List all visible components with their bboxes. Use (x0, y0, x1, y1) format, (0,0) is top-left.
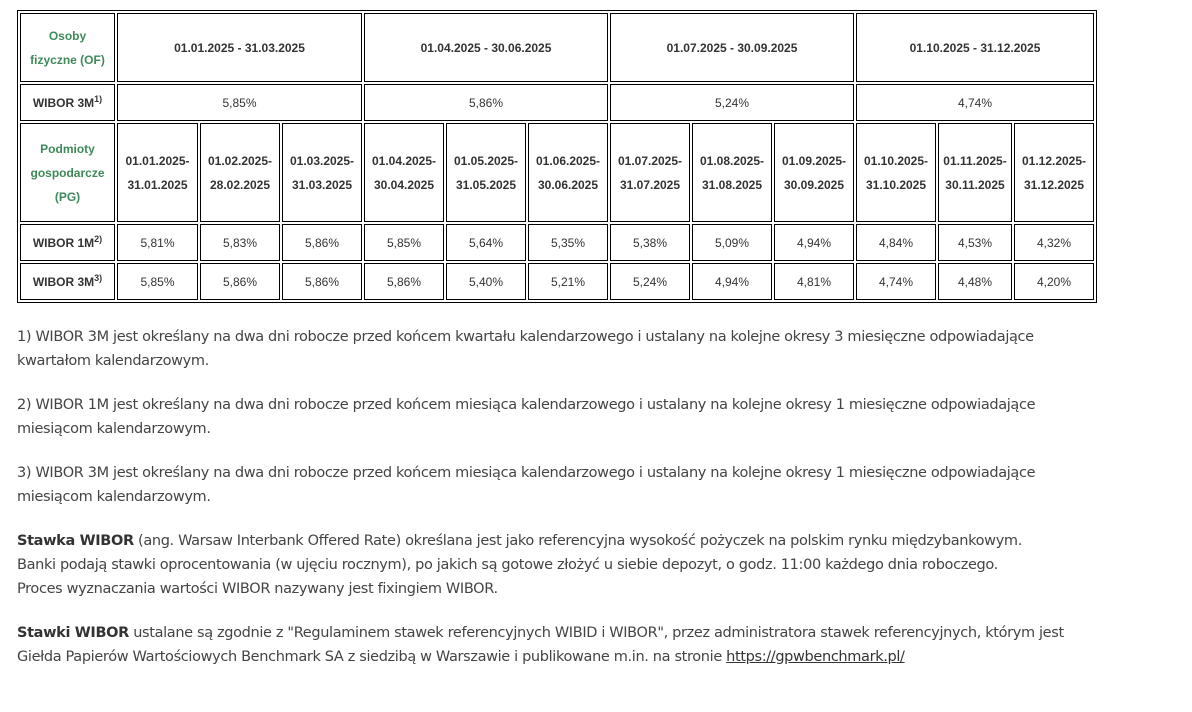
quarter-header: 01.07.2025 - 30.09.2025 (610, 13, 854, 82)
quarter-header: 01.10.2025 - 31.12.2025 (856, 13, 1094, 82)
month-header: 01.10.2025- 31.10.2025 (856, 123, 936, 222)
month-header: 01.12.2025- 31.12.2025 (1014, 123, 1094, 222)
wibor-definition-paragraph: Stawka WIBOR (ang. Warsaw Interbank Offered Rate) określana jest jako referencyjna wysokość pożyczek na polskim rynku międzybankowym. Banki podają stawki oprocentowania (w ujęciu rocznym), po jakich są gotowe złożyć u siebie depozyt, o godz. 11:00 każdego dnia roboczego. Proces wyznaczania wartości WIBOR nazywany jest fixingiem WIBOR. (17, 533, 1022, 597)
wibor-table-container (17, 10, 1097, 303)
rate-cell: 4,94% (692, 263, 772, 300)
rate-cell: 5,85% (117, 84, 362, 121)
footnote-3: 3) WIBOR 3M jest określany na dwa dni robocze przed końcem miesiąca kalendarzowego i ustalany na kolejne okresy 1 miesięczne odpowiadające miesiącom kalendarzowym. (17, 465, 1036, 505)
rate-cell: 4,74% (856, 263, 936, 300)
rate-cell: 5,09% (692, 224, 772, 261)
rate-cell: 5,86% (364, 84, 608, 121)
rate-cell: 5,21% (528, 263, 608, 300)
row-label: WIBOR $1M^{2)}$ (20, 224, 115, 261)
quarter-header: 01.04.2025 - 30.06.2025 (364, 13, 608, 82)
rate-cell: 5,38% (610, 224, 690, 261)
rate-cell: 5,81% (117, 224, 198, 261)
rate-cell: 4,48% (938, 263, 1012, 300)
rate-cell: 4,20% (1014, 263, 1094, 300)
pg-label: Podmioty gospodarcze (PG) (30, 141, 105, 204)
rate-cell: 5,85% (117, 263, 198, 300)
wibor-rates-table (17, 10, 1097, 303)
row-label: WIBOR $3M^{3)}$ (20, 263, 115, 300)
month-header: 01.05.2025- 31.05.2025 (446, 123, 526, 222)
month-header: 01.07.2025- 31.07.2025 (610, 123, 690, 222)
pg-wibor-3m-row (20, 263, 1094, 300)
month-header: 01.06.2025- 30.06.2025 (528, 123, 608, 222)
quarter-header: 01.01.2025 - 31.03.2025 (117, 13, 362, 82)
month-header: 01.03.2025- 31.03.2025 (282, 123, 362, 222)
of-wibor-3m-row (20, 84, 1094, 121)
rate-cell: 5,24% (610, 263, 690, 300)
rate-cell: 5,24% (610, 84, 854, 121)
pg-header-cell (20, 123, 115, 222)
rate-cell: 5,64% (446, 224, 526, 261)
month-header: 01.08.2025- 31.08.2025 (692, 123, 772, 222)
pg-wibor-1m-row (20, 224, 1094, 261)
of-label: Osoby fizyczne (OF) (30, 28, 105, 67)
rate-cell: 5,86% (364, 263, 444, 300)
rate-cell: 4,94% (774, 224, 854, 261)
footnotes-section (17, 325, 1117, 689)
rate-cell: 5,83% (200, 224, 280, 261)
rate-cell: 4,53% (938, 224, 1012, 261)
footnote-1: 1) WIBOR 3M jest określany na dwa dni robocze przed końcem kwartału kalendarzowego i ustalany na kolejne okresy 3 miesięczne odpowiadające kwartałom kalendarzowym. (17, 329, 1034, 369)
wibor-regulation-paragraph: Stawki WIBOR ustalane są zgodnie z "Regulaminem stawek referencyjnych WIBID i WIBOR", przez administratora stawek referencyjnych, którym jest Giełda Papierów Wartościowych Benchmark SA z siedzibą w Warszawie i publikowane m.in. na stronie https://gpwbenchmark.pl/ (17, 625, 1064, 665)
month-header: 01.01.2025- 31.01.2025 (117, 123, 198, 222)
rate-cell: 5,86% (282, 263, 362, 300)
rate-cell: 5,86% (282, 224, 362, 261)
row-label: WIBOR $3M^{1)}$ (20, 84, 115, 121)
rate-cell: 4,74% (856, 84, 1094, 121)
month-header: 01.09.2025- 30.09.2025 (774, 123, 854, 222)
month-header: 01.04.2025- 30.04.2025 (364, 123, 444, 222)
gpw-benchmark-link[interactable]: https://gpwbenchmark.pl/ (726, 649, 905, 665)
month-header: 01.02.2025- 28.02.2025 (200, 123, 280, 222)
rate-cell: 4,81% (774, 263, 854, 300)
footnote-2: 2) WIBOR 1M jest określany na dwa dni robocze przed końcem miesiąca kalendarzowego i ustalany na kolejne okresy 1 miesięczne odpowiadające miesiącom kalendarzowym. (17, 397, 1036, 437)
of-header-cell (20, 13, 115, 82)
rate-cell: 4,32% (1014, 224, 1094, 261)
quarter-header-row (20, 13, 1094, 82)
rate-cell: 5,35% (528, 224, 608, 261)
rate-cell: 5,86% (200, 263, 280, 300)
rate-cell: 5,40% (446, 263, 526, 300)
rate-cell: 4,84% (856, 224, 936, 261)
rate-cell: 5,85% (364, 224, 444, 261)
month-header: 01.11.2025- 30.11.2025 (938, 123, 1012, 222)
month-header-row (20, 123, 1094, 222)
